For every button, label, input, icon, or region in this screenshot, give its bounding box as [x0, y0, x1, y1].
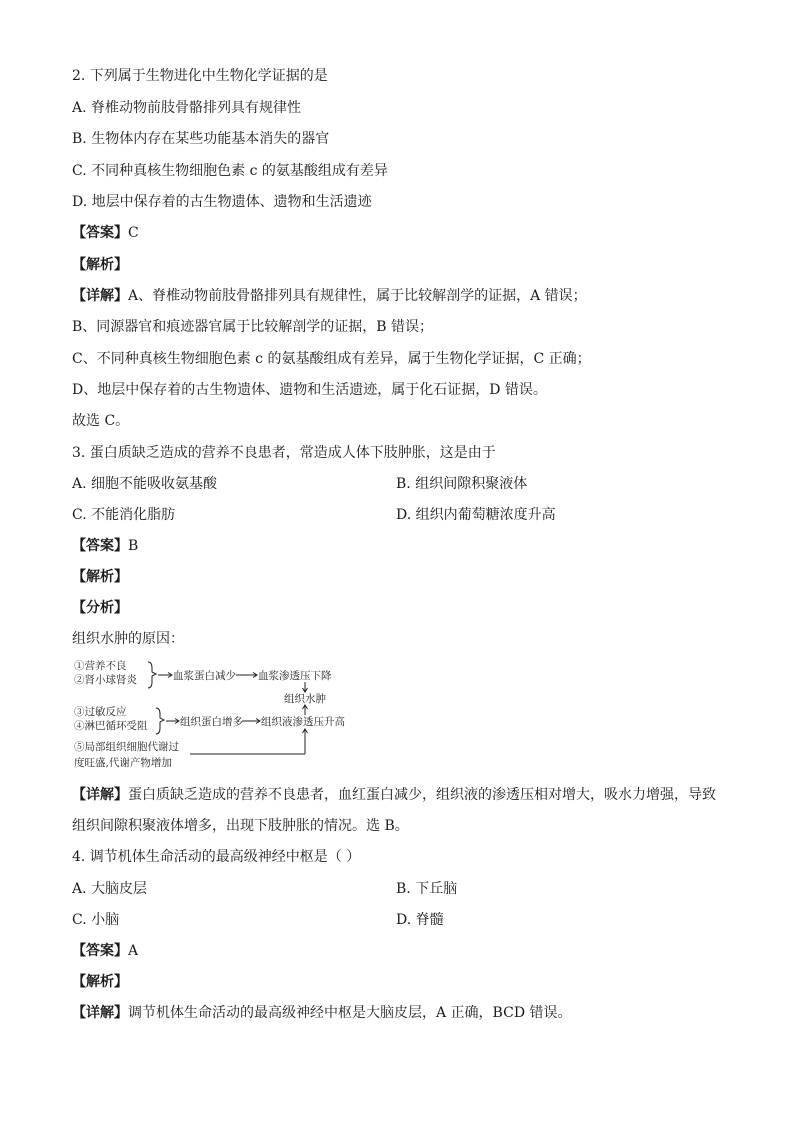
q3-option-b: B. 组织间隙积聚液体	[396, 476, 528, 492]
q3-detail-line	[72, 785, 716, 805]
q2-detail-line	[72, 286, 587, 306]
q2-option-d: D. 地层中保存着的古生物遗体、遗物和生活遗迹	[72, 194, 372, 210]
cause-nephritis: ②肾小球肾炎	[74, 674, 137, 686]
cause-allergy: ③过敏反应	[74, 706, 127, 718]
q4-answer	[72, 941, 138, 961]
answer-tag: 【答案】	[72, 538, 128, 554]
q3-analysis-tag: 【解析】	[72, 569, 128, 585]
cause-lymph-blocked: ④淋巴循环受阻	[74, 720, 148, 732]
q2-conclusion: 故选 C。	[72, 413, 130, 429]
q3-fenxi-tag: 【分析】	[72, 600, 128, 616]
q2-option-b: B. 生物体内存在某些功能基本消失的器官	[72, 131, 330, 147]
q3-option-d: D. 组织内葡萄糖浓度升高	[396, 507, 556, 523]
detail-text: 蛋白质缺乏造成的营养不良患者，血红蛋白减少，组织液的渗透压相对增大，吸水力增强，导致	[128, 787, 716, 803]
q2-option-a: A. 脊椎动物前肢骨骼排列具有规律性	[72, 100, 302, 116]
detail-tag: 【详解】	[72, 787, 128, 803]
result-tissue-edema: 组织水肿	[284, 693, 326, 705]
q2-stem: 2. 下列属于生物进化中生物化学证据的是	[72, 68, 328, 84]
result-plasma-protein-decrease: 血浆蛋白减少	[173, 670, 236, 682]
q3-option-c: C. 不能消化脂肪	[72, 507, 176, 523]
q2-answer	[72, 223, 139, 243]
q2-analysis-tag: 【解析】	[72, 257, 128, 273]
result-tissue-osmotic-rise: 组织液渗透压升高	[261, 716, 345, 728]
q4-detail-line	[72, 1003, 572, 1023]
cause-metabolism-a: ⑤局部组织细胞代谢过	[74, 741, 179, 753]
edema-cause-title: 组织水肿的原因：	[72, 631, 184, 647]
result-plasma-osmotic-drop: 血浆渗透压下降	[258, 670, 332, 682]
q3-stem: 3. 蛋白质缺乏造成的营养不良患者，常造成人体下肢肿胀，这是由于	[72, 445, 496, 461]
detail-text: 调节机体生命活动的最高级神经中枢是大脑皮层，A 正确，BCD 错误。	[128, 1005, 572, 1021]
answer-value: C	[128, 225, 139, 241]
brace-2	[156, 708, 164, 734]
q4-analysis-tag: 【解析】	[72, 974, 128, 990]
q4-option-c: C. 小脑	[72, 912, 120, 928]
q4-option-d: D. 脊髓	[396, 912, 444, 928]
q2-option-c: C. 不同种真核生物细胞色素 c 的氨基酸组成有差异	[72, 163, 388, 179]
detail-tag: 【详解】	[72, 1005, 128, 1021]
answer-tag: 【答案】	[72, 943, 128, 959]
q4-option-a: A. 大脑皮层	[72, 881, 148, 897]
q4-option-b: B. 下丘脑	[396, 881, 458, 897]
edema-cause-diagram	[72, 658, 362, 770]
detail-text: A、脊椎动物前肢骨骼排列具有规律性，属于比较解剖学的证据，A 错误；	[128, 288, 587, 304]
q2-detail-line: D、地层中保存着的古生物遗体、遗物和生活遗迹，属于化石证据，D 错误。	[72, 382, 547, 398]
detail-tag: 【详解】	[72, 288, 128, 304]
q4-stem: 4. 调节机体生命活动的最高级神经中枢是（ ）	[72, 849, 361, 865]
answer-tag: 【答案】	[72, 225, 128, 241]
q3-detail-line: 组织间隙积聚液体增多，出现下肢肿胀的情况。选 B。	[72, 818, 409, 834]
q3-answer	[72, 536, 138, 556]
brace-1	[148, 662, 156, 688]
answer-value: A	[128, 943, 139, 959]
q3-option-a: A. 细胞不能吸收氨基酸	[72, 476, 218, 492]
cause-metabolism-b: 度旺盛,代谢产物增加	[74, 757, 172, 769]
q2-detail-line: B、同源器官和痕迹器官属于比较解剖学的证据，B 错误；	[72, 319, 434, 335]
answer-value: B	[128, 538, 139, 554]
result-tissue-protein-increase: 组织蛋白增多	[180, 716, 243, 728]
q2-detail-line: C、不同种真核生物细胞色素 c 的氨基酸组成有差异，属于生物化学证据，C 正确；	[72, 351, 591, 367]
cause-malnutrition: ①营养不良	[74, 660, 127, 672]
